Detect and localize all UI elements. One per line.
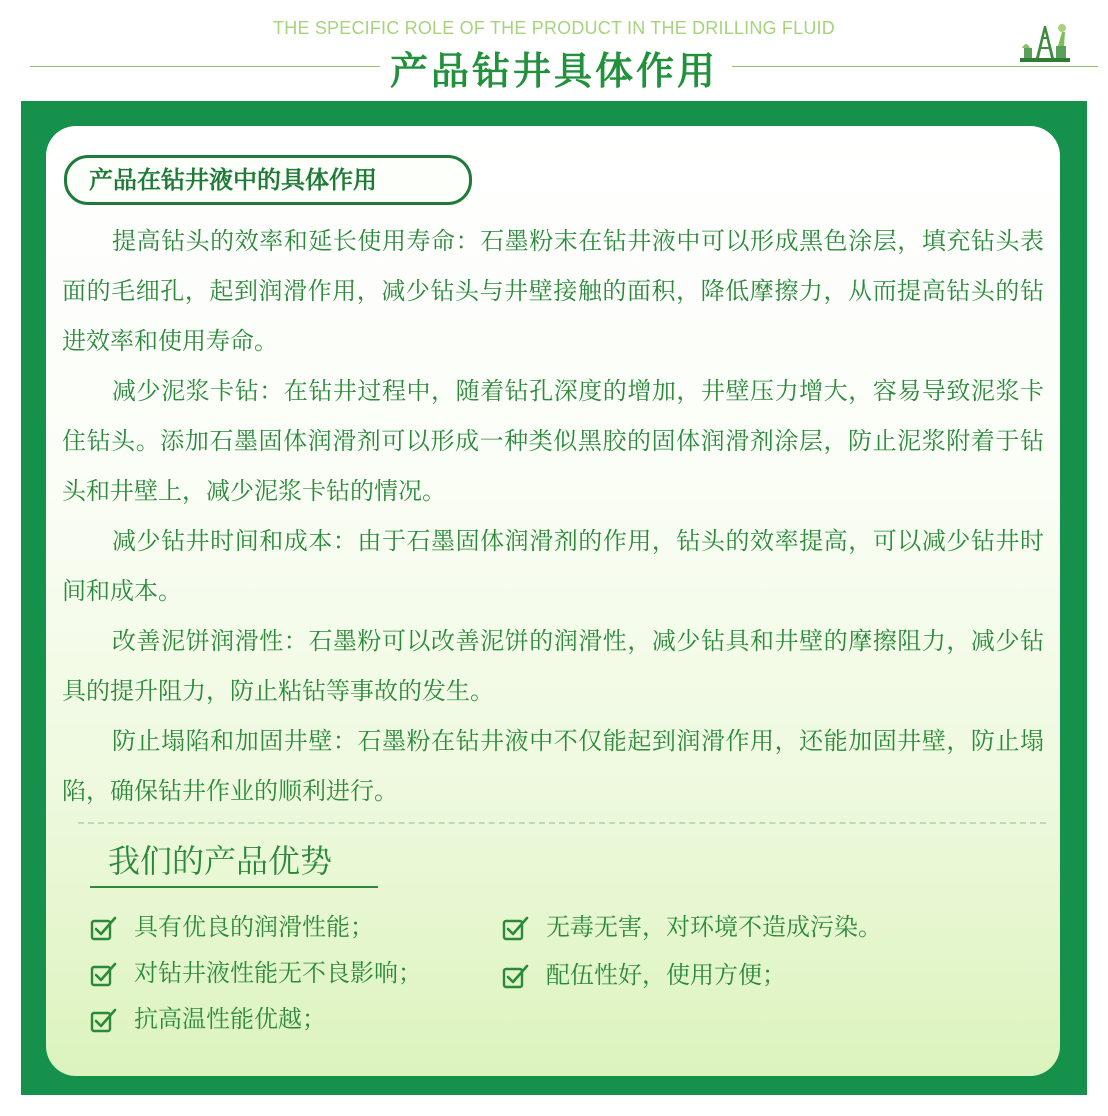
page-title: 产品钻井具体作用 bbox=[389, 49, 718, 93]
advantage-label: 配伍性好，使用方便； bbox=[546, 961, 786, 989]
paragraph-bit-efficiency: 提高钻头的效率和延长使用寿命：石墨粉末在钻井液中可以形成黑色涂层，填充钻头表面的毛细孔，起到润滑作用，减少钻头与井壁接触的面积，降低摩擦力，从而提高钻头的钻进效率和使用寿命。 bbox=[62, 227, 1044, 355]
paragraph-mudcake-lubricity: 改善泥饼润滑性：石墨粉可以改善泥饼的润滑性，减少钻具和井壁的摩擦阻力，减少钻具的提升阻力，防止粘钻等事故的发生。 bbox=[62, 627, 1044, 705]
paragraph-mud-sticking: 减少泥浆卡钻：在钻井过程中，随着钻孔深度的增加，井壁压力增大，容易导致泥浆卡住钻头。添加石墨固体润滑剂可以形成一种类似黑胶的固体润滑剂涂层，防止泥浆附着于钻头和井壁上，减少泥浆卡钻的情况。 bbox=[62, 377, 1044, 505]
advantage-label: 具有优良的润滑性能； bbox=[134, 913, 374, 941]
dashed-divider bbox=[78, 822, 1046, 824]
checkbox-check-icon bbox=[90, 915, 118, 941]
checkbox-check-icon bbox=[90, 1007, 118, 1033]
advantage-label: 抗高温性能优越； bbox=[134, 1005, 326, 1033]
header-divider-right bbox=[732, 66, 1098, 67]
advantage-label: 对钻井液性能无不良影响； bbox=[134, 959, 422, 987]
advantages-title-underline bbox=[90, 886, 378, 888]
checkbox-check-icon bbox=[502, 963, 530, 989]
paragraph-wellbore-stability: 防止塌陷和加固井壁：石墨粉在钻井液中不仅能起到润滑作用，还能加固井壁，防止塌陷，确保钻井作业的顺利进行。 bbox=[62, 727, 1044, 805]
section-heading-pill: 产品在钻井液中的具体作用 bbox=[64, 155, 472, 205]
paragraph-time-cost: 减少钻井时间和成本：由于石墨固体润滑剂的作用，钻头的效率提高，可以减少钻井时间和成本。 bbox=[62, 527, 1044, 605]
section-body bbox=[62, 216, 1044, 816]
page-header bbox=[0, 0, 1108, 100]
header-subtitle: THE SPECIFIC ROLE OF THE PRODUCT IN THE DRILLING FLUID bbox=[273, 18, 835, 38]
checkbox-check-icon bbox=[502, 915, 530, 941]
advantage-label: 无毒无害，对环境不造成污染。 bbox=[546, 913, 882, 941]
advantages-title: 我们的产品优势 bbox=[108, 842, 333, 880]
checkbox-check-icon bbox=[90, 961, 118, 987]
oil-derrick-icon bbox=[1018, 18, 1072, 64]
